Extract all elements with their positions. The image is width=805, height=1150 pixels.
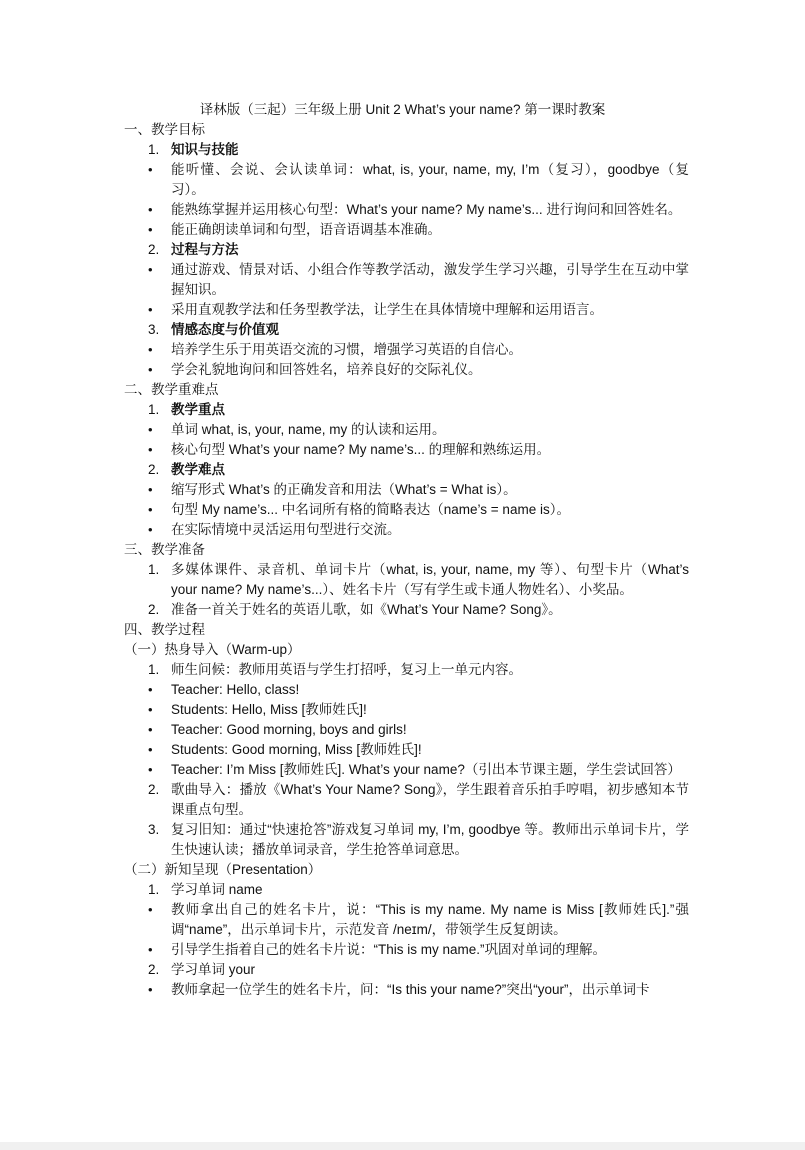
- bullet-item: [124, 720, 689, 740]
- item-text: 在实际情境中灵活运用句型进行交流。: [171, 522, 401, 537]
- item-number: 2.: [148, 242, 160, 257]
- numbered-item: [124, 240, 689, 260]
- bullet-item: [124, 360, 689, 380]
- bullet-marker: •: [148, 702, 153, 717]
- bullet-marker: •: [148, 982, 153, 997]
- numbered-item: [124, 960, 689, 980]
- numbered-item: [124, 600, 689, 620]
- bullet-marker: •: [148, 722, 153, 737]
- item-number: 1.: [148, 562, 160, 577]
- item-text: 教师拿出自己的姓名卡片，说：“This is my name. My name is Miss [教师姓氏].”强调“name”，出示单词卡片，示范发音 /neɪm/，带领学生反复朗读。: [171, 902, 689, 937]
- item-number: 2.: [148, 782, 160, 797]
- bullet-item: [124, 760, 689, 780]
- bullet-item: [124, 900, 689, 940]
- item-text: 学习单词 name: [171, 882, 263, 897]
- bullet-item: [124, 940, 689, 960]
- bullet-marker: •: [148, 342, 153, 357]
- bullet-item: [124, 260, 689, 300]
- bullet-marker: •: [148, 522, 153, 537]
- numbered-item: [124, 560, 689, 600]
- item-text: 句型 My name’s... 中名词所有格的简略表达（name’s = name is）。: [171, 502, 570, 517]
- item-text: 缩写形式 What’s 的正确发音和用法（What’s = What is）。: [171, 482, 517, 497]
- bullet-marker: •: [148, 362, 153, 377]
- subsection-heading: （二）新知呈现（Presentation）: [124, 862, 322, 877]
- bullet-marker: •: [148, 682, 153, 697]
- bullet-marker: •: [148, 302, 153, 317]
- item-text: 单词 what, is, your, name, my 的认读和运用。: [171, 422, 446, 437]
- bullet-item: [124, 700, 689, 720]
- section-heading: 三、教学准备: [124, 542, 205, 557]
- numbered-item: [124, 880, 689, 900]
- bullet-marker: •: [148, 222, 153, 237]
- bullet-marker: •: [148, 202, 153, 217]
- item-text: 过程与方法: [171, 242, 239, 257]
- numbered-item: [124, 820, 689, 860]
- item-number: 2.: [148, 962, 160, 977]
- bullet-item: [124, 200, 689, 220]
- bullet-item: [124, 480, 689, 500]
- item-text: Teacher: Good morning, boys and girls!: [171, 722, 407, 737]
- bullet-item: [124, 980, 689, 1000]
- bullet-marker: •: [148, 262, 153, 277]
- item-text: 能听懂、会说、会认读单词：what, is, your, name, my, I’m（复习），goodbye（复习）。: [171, 162, 689, 197]
- bullet-item: [124, 680, 689, 700]
- bullet-item: [124, 160, 689, 200]
- section-heading: 一、教学目标: [124, 122, 205, 137]
- item-text: Teacher: Hello, class!: [171, 682, 300, 697]
- bullet-item: [124, 220, 689, 240]
- item-text: 准备一首关于姓名的英语儿歌，如《What’s Your Name? Song》。: [171, 602, 562, 617]
- bullet-item: [124, 500, 689, 520]
- bullet-item: [124, 740, 689, 760]
- bullet-marker: •: [148, 422, 153, 437]
- bullet-marker: •: [148, 762, 153, 777]
- item-number: 1.: [148, 142, 160, 157]
- subsection-heading: （一）热身导入（Warm-up）: [124, 642, 301, 657]
- item-text: 采用直观教学法和任务型教学法，让学生在具体情境中理解和运用语言。: [171, 302, 603, 317]
- bullet-marker: •: [148, 482, 153, 497]
- item-text: 学习单词 your: [171, 962, 256, 977]
- bullet-item: [124, 300, 689, 320]
- item-number: 3.: [148, 322, 160, 337]
- bullet-marker: •: [148, 942, 153, 957]
- item-text: 能熟练掌握并运用核心句型：What’s your name? My name’s... 进行询问和回答姓名。: [171, 202, 682, 217]
- bullet-marker: •: [148, 902, 153, 917]
- item-text: 歌曲导入：播放《What’s Your Name? Song》，学生跟着音乐拍手哼唱，初步感知本节课重点句型。: [171, 782, 689, 817]
- item-text: 核心句型 What’s your name? My name’s... 的理解和熟练运用。: [171, 442, 551, 457]
- bullet-item: [124, 440, 689, 460]
- item-text: 教学重点: [171, 402, 225, 417]
- item-text: Teacher: I’m Miss [教师姓氏]. What’s your name?（引出本节课主题，学生尝试回答）: [171, 762, 681, 777]
- numbered-item: [124, 660, 689, 680]
- item-text: 知识与技能: [171, 142, 239, 157]
- item-text: 教学难点: [171, 462, 225, 477]
- section-heading: 二、教学重难点: [124, 382, 219, 397]
- numbered-item: [124, 320, 689, 340]
- item-text: 教师拿起一位学生的姓名卡片，问：“Is this your name?”突出“your”，出示单词卡: [171, 982, 650, 997]
- bullet-item: [124, 340, 689, 360]
- item-number: 2.: [148, 462, 160, 477]
- item-text: Students: Hello, Miss [教师姓氏]!: [171, 702, 367, 717]
- item-number: 1.: [148, 662, 160, 677]
- bullet-item: [124, 520, 689, 540]
- item-text: Students: Good morning, Miss [教师姓氏]!: [171, 742, 422, 757]
- numbered-item: [124, 460, 689, 480]
- item-number: 1.: [148, 882, 160, 897]
- item-text: 学会礼貌地询问和回答姓名，培养良好的交际礼仪。: [171, 362, 482, 377]
- item-number: 1.: [148, 402, 160, 417]
- bullet-marker: •: [148, 742, 153, 757]
- item-text: 通过游戏、情景对话、小组合作等教学活动，激发学生学习兴趣，引导学生在互动中掌握知识。: [171, 262, 689, 297]
- bullet-marker: •: [148, 502, 153, 517]
- bullet-marker: •: [148, 162, 153, 177]
- numbered-item: [124, 780, 689, 820]
- item-text: 情感态度与价值观: [171, 322, 279, 337]
- bullet-marker: •: [148, 442, 153, 457]
- numbered-item: [124, 400, 689, 420]
- item-text: 引导学生指着自己的姓名卡片说：“This is my name.”巩固对单词的理解。: [171, 942, 607, 957]
- item-text: 师生问候：教师用英语与学生打招呼，复习上一单元内容。: [171, 662, 522, 677]
- item-number: 2.: [148, 602, 160, 617]
- numbered-item: [124, 140, 689, 160]
- item-text: 能正确朗读单词和句型，语音语调基本准确。: [171, 222, 441, 237]
- section-heading: 四、教学过程: [124, 622, 205, 637]
- document-title: 译林版（三起）三年级上册 Unit 2 What’s your name? 第一课时教案: [199, 102, 606, 117]
- item-text: 培养学生乐于用英语交流的习惯，增强学习英语的自信心。: [171, 342, 522, 357]
- item-text: 复习旧知：通过“快速抢答”游戏复习单词 my, I’m, goodbye 等。教师出示单词卡片，学生快速认读；播放单词录音，学生抢答单词意思。: [171, 822, 689, 857]
- item-text: 多媒体课件、录音机、单词卡片（what, is, your, name, my 等）、句型卡片（What’s your name? My name’s...）、姓名卡片（写有学生或卡通人物姓名）、小奖品。: [171, 562, 689, 597]
- bullet-item: [124, 420, 689, 440]
- document-body: [124, 120, 689, 1000]
- item-number: 3.: [148, 822, 160, 837]
